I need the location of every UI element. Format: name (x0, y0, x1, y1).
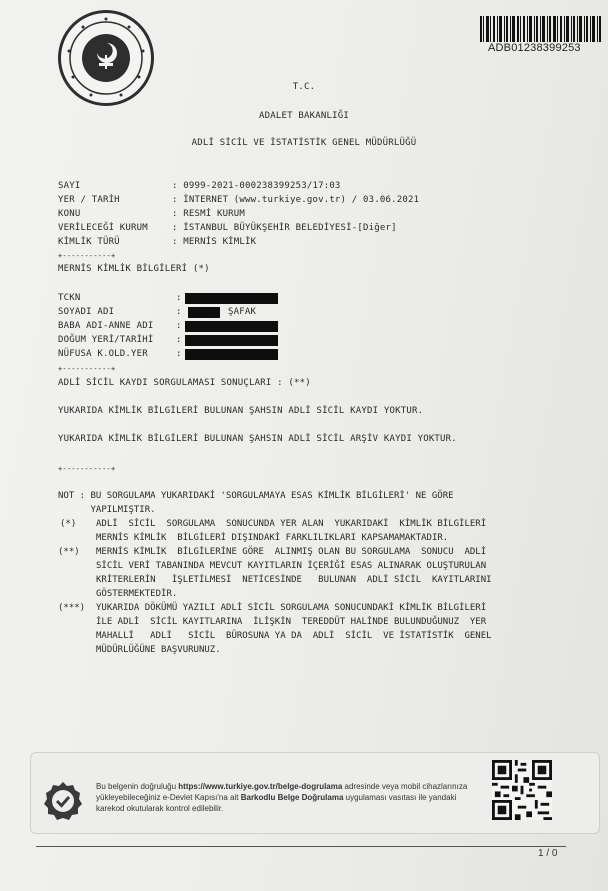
redacted-block (185, 321, 278, 332)
note-1-mark: (*) (60, 519, 77, 529)
page-number: 1 / 0 (538, 848, 558, 859)
meta-label-sayi: SAYI (58, 181, 81, 191)
identity-colon: : (176, 307, 182, 317)
results-title: ADLİ SİCİL KAYDI SORGULAMASI SONUÇLARI : (**) (58, 378, 311, 388)
note-3-line-1: YUKARIDA DÖKÜMÜ YAZILI ADLİ SİCİL SORGULAMA SONUCUNDAKİ KİMLİK BİLGİLERİ (96, 603, 487, 613)
result-line-2: YUKARIDA KİMLİK BİLGİLERİ BULUNAN ŞAHSIN ADLİ SİCİL ARŞİV KAYDI YOKTUR. (58, 434, 457, 444)
redacted-block (185, 349, 278, 360)
note-2-line-1: MERNİS KİMLİK BİLGİLERİNE GÖRE ALINMIŞ OLAN BU SORGULAMA SONUCU ADLİ (96, 547, 487, 557)
note-2-mark: (**) (58, 547, 80, 557)
separator: +-----------+ (58, 365, 116, 373)
note-3-line-4: MÜDÜRLÜĞÜNE BAŞVURUNUZ. (96, 645, 221, 655)
verified-badge-icon (42, 780, 84, 822)
meta-label-kurum: VERİLECEĞİ KURUM (58, 223, 148, 233)
redacted-block (185, 293, 278, 304)
identity-label-tckn: TCKN (58, 293, 81, 303)
qr-code-icon[interactable] (492, 760, 552, 820)
meta-value-sayi: : 0999-2021-000238399253/17:03 (172, 181, 341, 191)
barcode-number: ADB01238399253 (488, 42, 581, 54)
note-main-1: NOT : BU SORGULAMA YUKARIDAKİ 'SORGULAMAYA ESAS KİMLİK BİLGİLERİ' NE GÖRE (58, 491, 454, 501)
note-3-line-2: İLE ADLİ SİCİL KAYITLARINA İLİŞKİN TEREDDÜT HALİNDE BULUNDUĞUNUZ YER (96, 617, 487, 627)
note-3-line-3: MAHALLİ ADLİ SİCİL BÜROSUNA YA DA ADLİ SİCİL VE İSTATİSTİK GENEL (96, 631, 492, 641)
meta-label-kimlik-turu: KİMLİK TÜRÜ (58, 237, 120, 247)
header-ministry: ADALET BAKANLIĞI (259, 111, 349, 121)
separator: +-----------+ (58, 252, 116, 260)
separator: +-----------+ (58, 465, 116, 473)
result-line-1: YUKARIDA KİMLİK BİLGİLERİ BULUNAN ŞAHSIN ADLİ SİCİL KAYDI YOKTUR. (58, 406, 424, 416)
note-2-line-2: SİCİL VERİ TABANINDA MEVCUT KAYITLARIN İÇERİĞİ ESAS ALINARAK OLUŞTURULAN (96, 561, 487, 571)
meta-value-yer-tarih: : İNTERNET (www.turkiye.gov.tr) / 03.06.2021 (172, 195, 420, 205)
note-1-line-2: MERNİS KİMLİK BİLGİLERİ DIŞINDAKİ FARKLILIKLARI KAPSAMAMAKTADIR. (96, 533, 449, 543)
note-1-line-1: ADLİ SİCİL SORGULAMA SONUCUNDA YER ALAN YUKARIDAKİ KİMLİK BİLGİLERİ (96, 519, 487, 529)
meta-label-konu: KONU (58, 209, 81, 219)
header-tc: T.C. (292, 82, 316, 92)
verification-text: Bu belgenin doğruluğu https://www.turkiye.gov.tr/belge-dogrulama adresinde veya mobil cihazlarınıza yükleyebileceğiniz e-Devlet Kapısı'na ait Barkodlu Belge Doğrulama uygulaması vasıtası ile yandaki karekod okutularak kontrol edilebilir. (96, 782, 468, 813)
identity-value-soyadi: ŞAFAK (228, 307, 257, 317)
meta-value-kimlik-turu: : MERNİS KİMLİK (172, 237, 257, 247)
meta-value-kurum: : İSTANBUL BÜYÜKŞEHİR BELEDİYESİ-[Diğer] (172, 223, 397, 233)
bottom-rule (36, 846, 566, 847)
redacted-block (188, 307, 220, 318)
header-directorate: ADLİ SİCİL VE İSTATİSTİK GENEL MÜDÜRLÜĞÜ (191, 138, 417, 148)
verification-link[interactable]: https://www.turkiye.gov.tr/belge-dogrulama (178, 782, 343, 791)
meta-label-yer-tarih: YER / TARİH (58, 195, 120, 205)
identity-label-soyadi-adi: SOYADI ADI (58, 307, 115, 317)
identity-label-dogum: DOĞUM YERİ/TARİHİ (58, 335, 154, 345)
note-2-line-3: KRİTERLERİN İŞLETİLMESİ NETİCESİNDE BULUNAN ADLİ SİCİL KAYITLARINI (96, 575, 492, 585)
identity-label-nufus: NÜFUSA K.OLD.YER (58, 349, 148, 359)
note-2-line-4: GÖSTERMEKTEDİR. (96, 589, 178, 599)
note-main-2: YAPILMIŞTIR. (58, 505, 156, 515)
note-3-mark: (***) (58, 603, 86, 613)
identity-colon: : (176, 349, 182, 359)
identity-title: MERNİS KİMLİK BİLGİLERİ (*) (58, 264, 210, 274)
barcode-icon (480, 16, 602, 42)
redacted-block (185, 335, 278, 346)
identity-colon: : (176, 293, 182, 303)
identity-colon: : (176, 335, 182, 345)
identity-label-baba-anne: BABA ADI-ANNE ADI (58, 321, 154, 331)
identity-colon: : (176, 321, 182, 331)
meta-value-konu: : RESMİ KURUM (172, 209, 246, 219)
